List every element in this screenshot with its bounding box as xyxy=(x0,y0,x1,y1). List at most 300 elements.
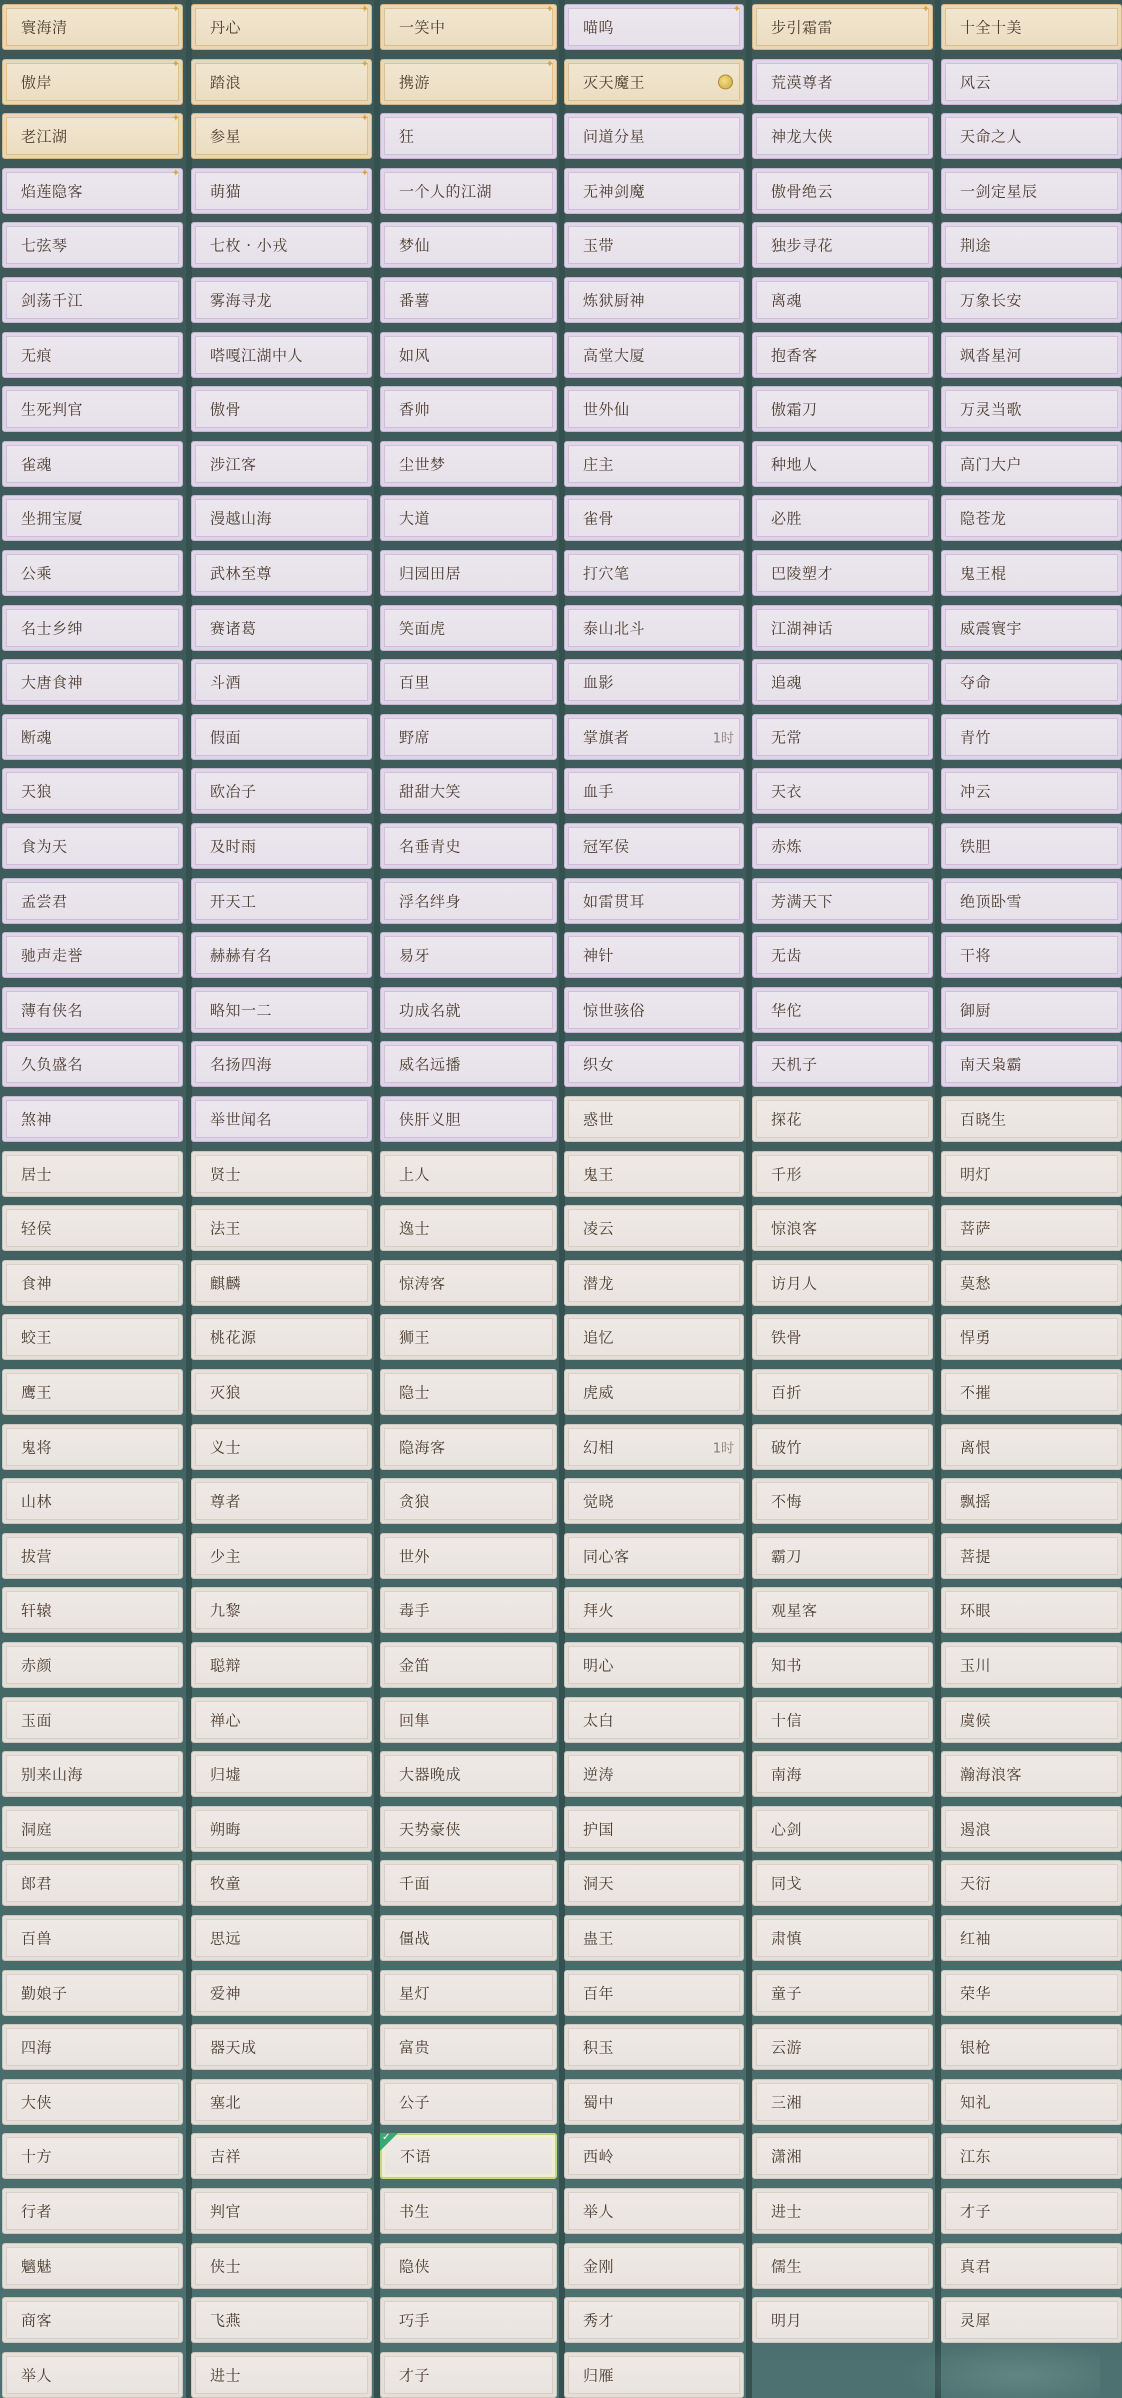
title-card-label: 同心客 xyxy=(583,1547,630,1566)
title-card[interactable] xyxy=(752,1642,933,1688)
title-card-label: 绝顶卧雪 xyxy=(960,892,1023,911)
title-card[interactable] xyxy=(941,2297,1122,2343)
title-card[interactable] xyxy=(380,1587,557,1633)
title-card[interactable] xyxy=(941,113,1122,159)
title-card-label: 尘世梦 xyxy=(399,455,446,474)
title-card[interactable] xyxy=(191,2024,372,2070)
title-card[interactable] xyxy=(191,1424,372,1470)
title-card[interactable] xyxy=(564,1860,744,1906)
title-card[interactable] xyxy=(380,441,557,487)
title-card-label: 无痕 xyxy=(21,346,53,365)
sparkle-icon: ✦ xyxy=(360,4,369,15)
title-card[interactable] xyxy=(191,1642,372,1688)
title-card[interactable] xyxy=(191,2188,372,2234)
title-card[interactable] xyxy=(191,1751,372,1797)
title-card[interactable] xyxy=(941,1915,1122,1961)
title-card[interactable] xyxy=(2,1314,183,1360)
title-card[interactable] xyxy=(191,277,372,323)
title-card[interactable] xyxy=(752,2297,933,2343)
title-card[interactable] xyxy=(380,1642,557,1688)
title-card[interactable] xyxy=(191,1970,372,2016)
title-card[interactable] xyxy=(380,1260,557,1306)
title-card[interactable] xyxy=(191,1260,372,1306)
title-card-label: 世外仙 xyxy=(583,400,630,419)
title-card[interactable] xyxy=(380,4,557,50)
title-card-label: 西岭 xyxy=(583,2147,615,2166)
title-card[interactable] xyxy=(564,2188,744,2234)
title-card[interactable] xyxy=(564,1369,744,1415)
title-card[interactable] xyxy=(380,2133,557,2179)
title-card-label: 威名远播 xyxy=(399,1055,462,1074)
title-card[interactable] xyxy=(941,1970,1122,2016)
title-card[interactable] xyxy=(941,1860,1122,1906)
title-card[interactable] xyxy=(380,823,557,869)
title-card[interactable] xyxy=(2,1424,183,1470)
title-card[interactable] xyxy=(564,1915,744,1961)
title-card[interactable] xyxy=(752,2079,933,2125)
title-card[interactable] xyxy=(2,277,183,323)
title-card[interactable] xyxy=(564,4,744,50)
title-card[interactable] xyxy=(191,605,372,651)
title-card[interactable] xyxy=(380,1151,557,1197)
title-card[interactable] xyxy=(564,2297,744,2343)
title-card[interactable] xyxy=(564,1478,744,1524)
title-card[interactable] xyxy=(191,1478,372,1524)
title-card[interactable] xyxy=(2,550,183,596)
title-card[interactable] xyxy=(752,2024,933,2070)
title-card[interactable] xyxy=(2,168,183,214)
title-card[interactable] xyxy=(752,168,933,214)
title-card[interactable] xyxy=(191,878,372,924)
title-card[interactable] xyxy=(564,1587,744,1633)
title-card[interactable] xyxy=(752,1151,933,1197)
title-card[interactable] xyxy=(941,2024,1122,2070)
title-card[interactable] xyxy=(564,1041,744,1087)
title-card[interactable] xyxy=(941,1697,1122,1743)
title-card[interactable] xyxy=(752,550,933,596)
title-card-label: 百里 xyxy=(399,673,431,692)
title-card[interactable] xyxy=(380,113,557,159)
title-card[interactable] xyxy=(564,113,744,159)
title-card[interactable] xyxy=(941,1096,1122,1142)
title-card-label: 无神剑魔 xyxy=(583,182,646,201)
title-card[interactable] xyxy=(941,1806,1122,1852)
title-card[interactable] xyxy=(752,113,933,159)
title-card-label: 冲云 xyxy=(960,782,992,801)
title-card[interactable] xyxy=(380,168,557,214)
title-card[interactable] xyxy=(752,605,933,651)
title-card[interactable] xyxy=(380,1915,557,1961)
title-card[interactable] xyxy=(2,1369,183,1415)
title-card[interactable] xyxy=(752,277,933,323)
title-card[interactable] xyxy=(2,441,183,487)
title-card[interactable] xyxy=(2,1915,183,1961)
title-card[interactable] xyxy=(941,932,1122,978)
title-card[interactable] xyxy=(752,1587,933,1633)
title-card[interactable] xyxy=(941,1751,1122,1797)
title-card[interactable] xyxy=(941,1642,1122,1688)
title-card[interactable] xyxy=(191,2352,372,2398)
title-card[interactable] xyxy=(380,1041,557,1087)
title-card[interactable] xyxy=(2,222,183,268)
title-card[interactable] xyxy=(2,1205,183,1251)
title-card[interactable] xyxy=(2,1151,183,1197)
title-card-label: 血影 xyxy=(583,673,615,692)
title-card[interactable] xyxy=(752,1697,933,1743)
title-card[interactable] xyxy=(2,2352,183,2398)
title-card[interactable] xyxy=(564,2024,744,2070)
title-card[interactable] xyxy=(191,714,372,760)
title-card[interactable] xyxy=(191,1314,372,1360)
title-card[interactable] xyxy=(941,605,1122,651)
title-card[interactable] xyxy=(2,659,183,705)
title-card[interactable] xyxy=(752,987,933,1033)
title-card[interactable] xyxy=(564,1970,744,2016)
title-card[interactable] xyxy=(191,823,372,869)
title-card[interactable] xyxy=(2,1697,183,1743)
title-card[interactable] xyxy=(380,987,557,1033)
title-card[interactable] xyxy=(191,932,372,978)
title-card[interactable] xyxy=(2,1478,183,1524)
title-card[interactable] xyxy=(564,605,744,651)
title-card[interactable] xyxy=(191,2297,372,2343)
title-card[interactable] xyxy=(752,1369,933,1415)
title-card[interactable] xyxy=(380,1860,557,1906)
title-card[interactable] xyxy=(191,2079,372,2125)
title-card[interactable] xyxy=(191,1915,372,1961)
title-card[interactable] xyxy=(564,1533,744,1579)
title-card[interactable] xyxy=(752,1096,933,1142)
title-card[interactable] xyxy=(2,823,183,869)
title-card[interactable] xyxy=(752,1260,933,1306)
title-card[interactable] xyxy=(564,550,744,596)
title-card[interactable] xyxy=(564,1151,744,1197)
title-card-label: 心剑 xyxy=(771,1820,803,1839)
title-card[interactable] xyxy=(191,1096,372,1142)
title-card[interactable] xyxy=(380,659,557,705)
title-card[interactable] xyxy=(752,1860,933,1906)
title-card[interactable] xyxy=(564,1096,744,1142)
title-card-label: 甜甜大笑 xyxy=(399,782,462,801)
title-card[interactable] xyxy=(941,2188,1122,2234)
title-card[interactable] xyxy=(752,1041,933,1087)
title-card[interactable] xyxy=(564,768,744,814)
title-card[interactable] xyxy=(941,332,1122,378)
title-card[interactable] xyxy=(2,332,183,378)
title-card[interactable] xyxy=(380,1751,557,1797)
title-card[interactable] xyxy=(2,987,183,1033)
title-card[interactable] xyxy=(564,2352,744,2398)
title-card[interactable] xyxy=(752,386,933,432)
title-card-label: 蛟王 xyxy=(21,1328,53,1347)
title-card-label: 开天工 xyxy=(210,892,257,911)
title-card[interactable] xyxy=(380,277,557,323)
title-card[interactable] xyxy=(380,1806,557,1852)
title-card[interactable] xyxy=(752,1915,933,1961)
title-card[interactable] xyxy=(564,1642,744,1688)
title-card[interactable] xyxy=(564,1697,744,1743)
title-card[interactable] xyxy=(941,2079,1122,2125)
title-card[interactable] xyxy=(564,714,744,760)
title-card[interactable] xyxy=(564,987,744,1033)
title-card[interactable] xyxy=(191,768,372,814)
title-card[interactable] xyxy=(941,823,1122,869)
title-card-label: 蜀中 xyxy=(583,2093,615,2112)
title-card[interactable] xyxy=(752,2133,933,2179)
title-card[interactable] xyxy=(2,113,183,159)
title-card[interactable] xyxy=(941,1369,1122,1415)
title-card[interactable] xyxy=(564,168,744,214)
title-card[interactable] xyxy=(191,4,372,50)
title-card[interactable] xyxy=(941,277,1122,323)
title-card[interactable] xyxy=(941,1587,1122,1633)
title-card[interactable] xyxy=(191,1860,372,1906)
title-card[interactable] xyxy=(2,1751,183,1797)
title-card[interactable] xyxy=(2,1041,183,1087)
title-card[interactable] xyxy=(752,1751,933,1797)
title-card-label: 华佗 xyxy=(771,1001,803,1020)
title-card[interactable] xyxy=(191,1806,372,1852)
title-card[interactable] xyxy=(752,1205,933,1251)
title-card[interactable] xyxy=(2,1642,183,1688)
title-card[interactable] xyxy=(380,332,557,378)
title-card[interactable] xyxy=(380,1314,557,1360)
title-card[interactable] xyxy=(941,550,1122,596)
title-card[interactable] xyxy=(564,1314,744,1360)
title-card[interactable] xyxy=(2,1970,183,2016)
title-card[interactable] xyxy=(2,932,183,978)
title-card[interactable] xyxy=(941,441,1122,487)
title-card[interactable] xyxy=(2,59,183,105)
title-card[interactable] xyxy=(941,59,1122,105)
title-card[interactable] xyxy=(2,1587,183,1633)
title-card[interactable] xyxy=(191,222,372,268)
title-card[interactable] xyxy=(380,932,557,978)
title-card[interactable] xyxy=(2,4,183,50)
title-card-label: 公乘 xyxy=(21,564,53,583)
title-card[interactable] xyxy=(380,1697,557,1743)
title-card[interactable] xyxy=(941,768,1122,814)
title-card[interactable] xyxy=(752,2243,933,2289)
title-card[interactable] xyxy=(564,878,744,924)
title-card[interactable] xyxy=(941,1260,1122,1306)
title-card[interactable] xyxy=(564,932,744,978)
title-card[interactable] xyxy=(941,222,1122,268)
title-card[interactable] xyxy=(752,441,933,487)
title-card[interactable] xyxy=(380,495,557,541)
title-card[interactable] xyxy=(191,987,372,1033)
title-card[interactable] xyxy=(941,386,1122,432)
title-card-label: 居士 xyxy=(21,1165,53,1184)
title-card[interactable] xyxy=(564,222,744,268)
title-card[interactable] xyxy=(191,550,372,596)
title-card[interactable] xyxy=(941,659,1122,705)
title-card[interactable] xyxy=(941,2133,1122,2179)
title-card-label: 真君 xyxy=(960,2257,992,2276)
title-card[interactable] xyxy=(752,768,933,814)
title-card[interactable] xyxy=(191,2133,372,2179)
title-card[interactable] xyxy=(752,1533,933,1579)
title-card[interactable] xyxy=(564,1424,744,1470)
title-card[interactable] xyxy=(752,332,933,378)
title-card[interactable] xyxy=(380,1205,557,1251)
title-card[interactable] xyxy=(564,495,744,541)
title-card[interactable] xyxy=(564,1205,744,1251)
title-card[interactable] xyxy=(380,2079,557,2125)
title-card-label: 不摧 xyxy=(960,1383,992,1402)
title-card[interactable] xyxy=(191,495,372,541)
title-card[interactable] xyxy=(380,1424,557,1470)
title-card[interactable] xyxy=(564,277,744,323)
title-card[interactable] xyxy=(752,714,933,760)
title-card[interactable] xyxy=(191,1697,372,1743)
title-card[interactable] xyxy=(380,1096,557,1142)
title-card[interactable] xyxy=(941,168,1122,214)
title-card[interactable] xyxy=(564,659,744,705)
title-card[interactable] xyxy=(752,1970,933,2016)
title-card-label: 山林 xyxy=(21,1492,53,1511)
title-card[interactable] xyxy=(2,1096,183,1142)
title-card[interactable] xyxy=(191,332,372,378)
title-card[interactable] xyxy=(2,1860,183,1906)
title-card[interactable] xyxy=(2,495,183,541)
title-card[interactable] xyxy=(2,2297,183,2343)
title-card[interactable] xyxy=(191,1587,372,1633)
title-card[interactable] xyxy=(2,2024,183,2070)
title-card[interactable] xyxy=(752,1424,933,1470)
title-card[interactable] xyxy=(941,987,1122,1033)
title-card[interactable] xyxy=(564,1260,744,1306)
title-card[interactable] xyxy=(380,1533,557,1579)
title-card[interactable] xyxy=(941,1424,1122,1470)
title-card[interactable] xyxy=(564,332,744,378)
title-card[interactable] xyxy=(752,1806,933,1852)
title-card[interactable] xyxy=(191,1151,372,1197)
title-card[interactable] xyxy=(941,1314,1122,1360)
title-card[interactable] xyxy=(941,1151,1122,1197)
title-card-label: 鹰王 xyxy=(21,1383,53,1402)
title-card[interactable] xyxy=(2,1806,183,1852)
title-card[interactable] xyxy=(191,1205,372,1251)
title-card[interactable] xyxy=(2,386,183,432)
title-card-label: 江湖神话 xyxy=(771,619,834,638)
title-card[interactable] xyxy=(752,823,933,869)
title-card[interactable] xyxy=(941,714,1122,760)
title-card[interactable] xyxy=(752,2188,933,2234)
title-card[interactable] xyxy=(191,1533,372,1579)
title-card[interactable] xyxy=(752,495,933,541)
title-card-label: 荣华 xyxy=(960,1984,992,2003)
title-card[interactable] xyxy=(752,4,933,50)
title-card[interactable] xyxy=(752,222,933,268)
title-card[interactable] xyxy=(191,386,372,432)
title-card[interactable] xyxy=(752,1478,933,1524)
title-card[interactable] xyxy=(191,2243,372,2289)
title-card[interactable] xyxy=(752,932,933,978)
title-card[interactable] xyxy=(941,1478,1122,1524)
title-card-label: 进士 xyxy=(771,2202,803,2221)
title-card[interactable] xyxy=(380,550,557,596)
title-card[interactable] xyxy=(380,59,557,105)
title-card[interactable] xyxy=(2,605,183,651)
title-card[interactable] xyxy=(752,1314,933,1360)
title-card[interactable] xyxy=(380,386,557,432)
title-card[interactable] xyxy=(191,441,372,487)
title-card[interactable] xyxy=(941,4,1122,50)
title-card[interactable] xyxy=(2,878,183,924)
title-card[interactable] xyxy=(380,1369,557,1415)
title-card[interactable] xyxy=(564,2243,744,2289)
title-card[interactable] xyxy=(191,168,372,214)
title-card[interactable] xyxy=(941,1205,1122,1251)
title-card-label: 参星 xyxy=(210,127,242,146)
title-card-label: 不语 xyxy=(400,2147,432,2166)
title-card[interactable] xyxy=(191,1041,372,1087)
title-card[interactable] xyxy=(380,768,557,814)
title-card-label: 才子 xyxy=(960,2202,992,2221)
title-card-label: 野席 xyxy=(399,728,431,747)
title-card-label: 僵战 xyxy=(399,1929,431,1948)
title-card[interactable] xyxy=(752,659,933,705)
title-card[interactable] xyxy=(2,1533,183,1579)
title-card[interactable] xyxy=(2,714,183,760)
title-card[interactable] xyxy=(564,441,744,487)
title-card[interactable] xyxy=(2,2243,183,2289)
title-card[interactable] xyxy=(380,878,557,924)
title-card[interactable] xyxy=(941,1041,1122,1087)
title-card[interactable] xyxy=(941,2243,1122,2289)
title-card[interactable] xyxy=(191,59,372,105)
title-card[interactable] xyxy=(380,714,557,760)
title-card[interactable] xyxy=(380,2297,557,2343)
title-card[interactable] xyxy=(2,2188,183,2234)
check-icon: ✓ xyxy=(382,2132,391,2143)
title-card[interactable] xyxy=(752,878,933,924)
title-card[interactable] xyxy=(2,768,183,814)
title-card-label: 富贵 xyxy=(399,2038,431,2057)
title-card-label: 归墟 xyxy=(210,1765,242,1784)
title-card[interactable] xyxy=(2,2079,183,2125)
title-card[interactable] xyxy=(752,59,933,105)
title-card[interactable] xyxy=(564,823,744,869)
title-card[interactable] xyxy=(564,59,744,105)
title-card[interactable] xyxy=(191,659,372,705)
title-card[interactable] xyxy=(564,1806,744,1852)
title-card[interactable] xyxy=(941,878,1122,924)
title-card[interactable] xyxy=(191,113,372,159)
title-card[interactable] xyxy=(941,495,1122,541)
title-card[interactable] xyxy=(380,2024,557,2070)
title-card[interactable] xyxy=(380,2188,557,2234)
title-card[interactable] xyxy=(941,1533,1122,1579)
title-card[interactable] xyxy=(191,1369,372,1415)
title-card[interactable] xyxy=(564,386,744,432)
title-card[interactable] xyxy=(380,2352,557,2398)
title-card-label: 童子 xyxy=(771,1984,803,2003)
title-card[interactable] xyxy=(380,605,557,651)
title-card[interactable] xyxy=(564,2133,744,2179)
title-card[interactable] xyxy=(2,2133,183,2179)
title-card[interactable] xyxy=(380,2243,557,2289)
title-card[interactable] xyxy=(564,2079,744,2125)
title-card[interactable] xyxy=(380,1970,557,2016)
title-card-label: 进士 xyxy=(210,2366,242,2385)
title-card[interactable] xyxy=(380,222,557,268)
title-card[interactable] xyxy=(564,1751,744,1797)
title-card-label: 明月 xyxy=(771,2311,803,2330)
title-card[interactable] xyxy=(380,1478,557,1524)
title-card[interactable] xyxy=(2,1260,183,1306)
